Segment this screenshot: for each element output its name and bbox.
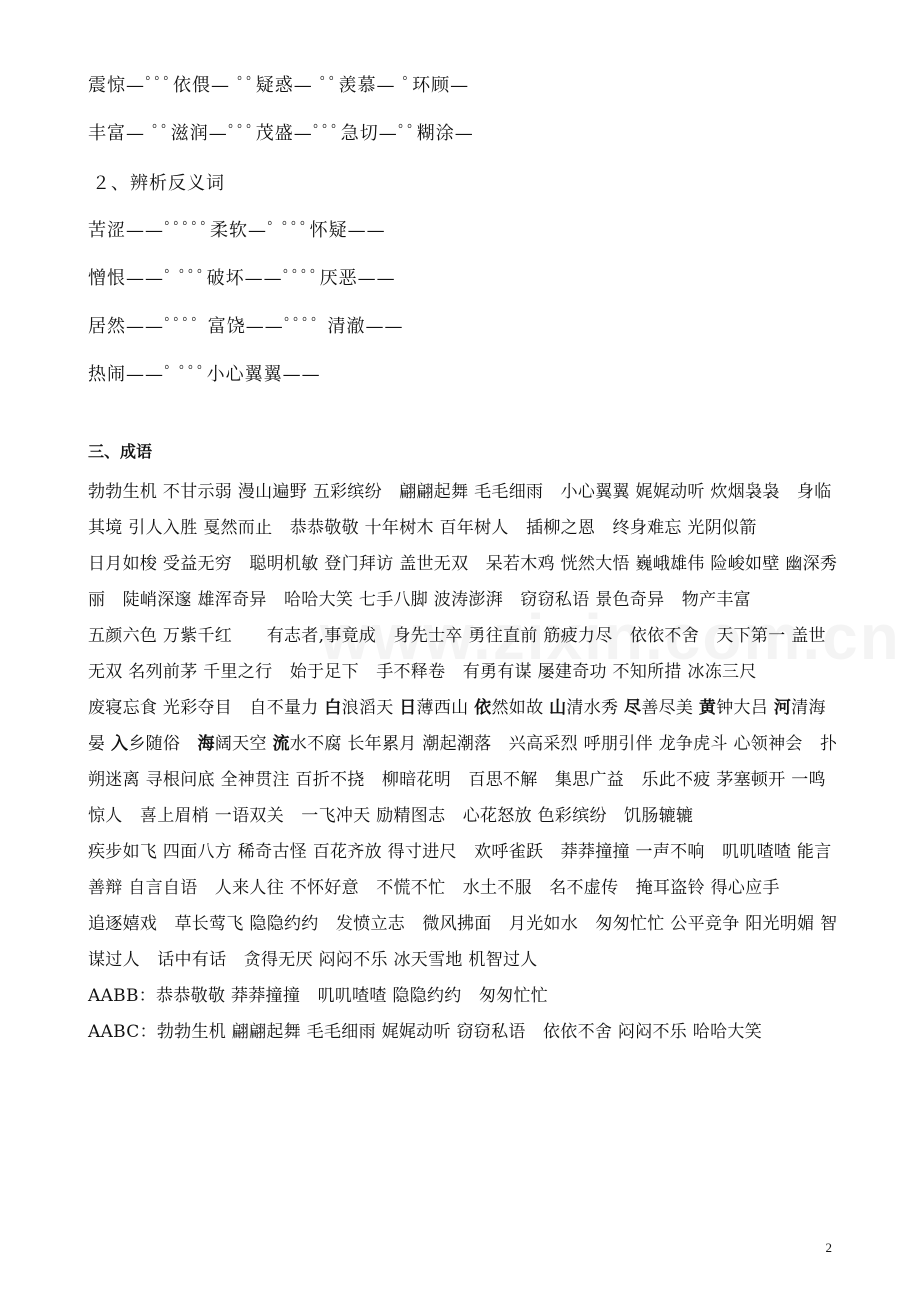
idioms-p4-text: 善尽美: [641, 698, 699, 718]
idioms-p4-text: 然如故: [491, 698, 550, 718]
bold-char: 依: [474, 698, 492, 718]
idioms-p4-text: 阔天空: [214, 734, 273, 754]
antonym-line-2: 憎恨——ﾟ ﾟﾟﾟ破坏——ﾟﾟﾟﾟ厌恶——: [88, 268, 396, 289]
antonym-line-4: 热闹——ﾟ ﾟﾟﾟ小心翼翼——: [88, 364, 321, 385]
page-number: 2: [825, 1240, 832, 1255]
idioms-body: [88, 474, 840, 1050]
aabc-label: AABC：: [88, 1022, 157, 1042]
idioms-p4-text: 薄西山: [416, 698, 475, 718]
idioms-paragraph-4: [88, 690, 840, 834]
bold-char: 尽: [624, 698, 642, 718]
idioms-p4-text: 清水秀: [566, 698, 624, 718]
aabb-label: AABB：: [88, 986, 157, 1006]
idioms-section-title: 三、成语: [88, 442, 153, 461]
aabb-text: 恭恭敬敬 莽莽撞撞 叽叽喳喳 隐隐约约 匆匆忙忙: [156, 986, 549, 1006]
idioms-paragraph-3: 五颜六色 万紫千红 有志者,事竟成 身先士卒 勇往直前 筋疲力尽 依依不舍 天下第一 盖世无双 名列前茅 千里之行 始于足下 手不释卷 有勇有谋 屡建奇功 不知所措 冰冻三尺: [88, 626, 826, 682]
bold-char: 海: [197, 734, 215, 754]
antonym-line-1: 苦涩——ﾟﾟﾟﾟﾟ柔软—ﾟ ﾟﾟﾟ怀疑——: [88, 220, 386, 241]
bold-char: 山: [549, 698, 567, 718]
idioms-p4-text: 废寝忘食 光彩夺目 自不量力: [88, 698, 325, 718]
bold-char: 河: [773, 698, 792, 718]
bold-char: 白: [324, 698, 342, 718]
idioms-paragraph-1: 勃勃生机 不甘示弱 漫山遍野 五彩缤纷 翩翩起舞 毛毛细雨 小心翼翼 娓娓动听 炊烟袅袅 身临其境 引人入胜 戛然而止 恭恭敬敬 十年树木 百年树人 插柳之恩 终身难忘 光阴似箭: [88, 482, 832, 538]
synonym-line-2: 丰富— ﾟﾟ滋润—ﾟﾟﾟ茂盛—ﾟﾟﾟ急切—ﾟﾟ糊涂—: [88, 123, 474, 144]
bold-char: 黄: [698, 698, 717, 718]
bold-char: 流: [272, 734, 290, 754]
idioms-p4-text: 清海晏: [88, 698, 826, 754]
antonym-section-title: ２、辨析反义词: [92, 173, 225, 194]
idioms-p4-text: 浪滔天: [341, 698, 400, 718]
idioms-p4-text: 乡随俗: [128, 734, 198, 754]
synonym-line-1: 震惊—ﾟﾟﾟ依偎— ﾟﾟ疑惑— ﾟﾟ羡慕— ﾟ环顾—: [88, 75, 470, 96]
idioms-p4-text: 水不腐 长年累月 潮起潮落 兴高采烈 呼朋引伴 龙争虎斗 心领神会 扑朔迷离 寻根问底 全神贯注 百折不挠 柳暗花明 百思不解 集思广益 乐此不疲 茅塞顿开 一鸣惊人 喜上眉梢 一语双关 一飞冲天 励精图志 心花怒放 色彩缤纷 饥肠辘辘: [88, 734, 838, 826]
aabc-text: 勃勃生机 翩翩起舞 毛毛细雨 娓娓动听 窃窃私语 依依不舍 闷闷不乐 哈哈大笑: [156, 1022, 762, 1042]
idioms-p4-text: 钟大吕: [716, 698, 774, 718]
idioms-paragraph-5: 疾步如飞 四面八方 稀奇古怪 百花齐放 得寸进尺 欢呼雀跃 莽莽撞撞 一声不响 叽叽喳喳 能言善辩 自言自语 人来人往 不怀好意 不慌不忙 水土不服 名不虚传 掩耳盗铃 得心应手: [88, 842, 832, 898]
aabc-line: [88, 1014, 840, 1050]
bold-char: 入: [111, 734, 129, 754]
bold-char: 日: [399, 698, 417, 718]
idioms-paragraph-2: 日月如梭 受益无穷 聪明机敏 登门拜访 盖世无双 呆若木鸡 恍然大悟 巍峨雄伟 险峻如壁 幽深秀丽 陡峭深邃 雄浑奇异 哈哈大笑 七手八脚 波涛澎湃 窃窃私语 景色奇异 物产丰富: [88, 554, 838, 610]
antonym-line-3: 居然——ﾟﾟﾟﾟ 富饶——ﾟﾟﾟﾟ 清澈——: [88, 316, 404, 337]
aabb-line: [88, 978, 840, 1014]
idioms-paragraph-6: 追逐嬉戏 草长莺飞 隐隐约约 发愤立志 微风拂面 月光如水 匆匆忙忙 公平竞争 阳光明媚 智谋过人 话中有话 贪得无厌 闷闷不乐 冰天雪地 机智过人: [88, 914, 838, 970]
